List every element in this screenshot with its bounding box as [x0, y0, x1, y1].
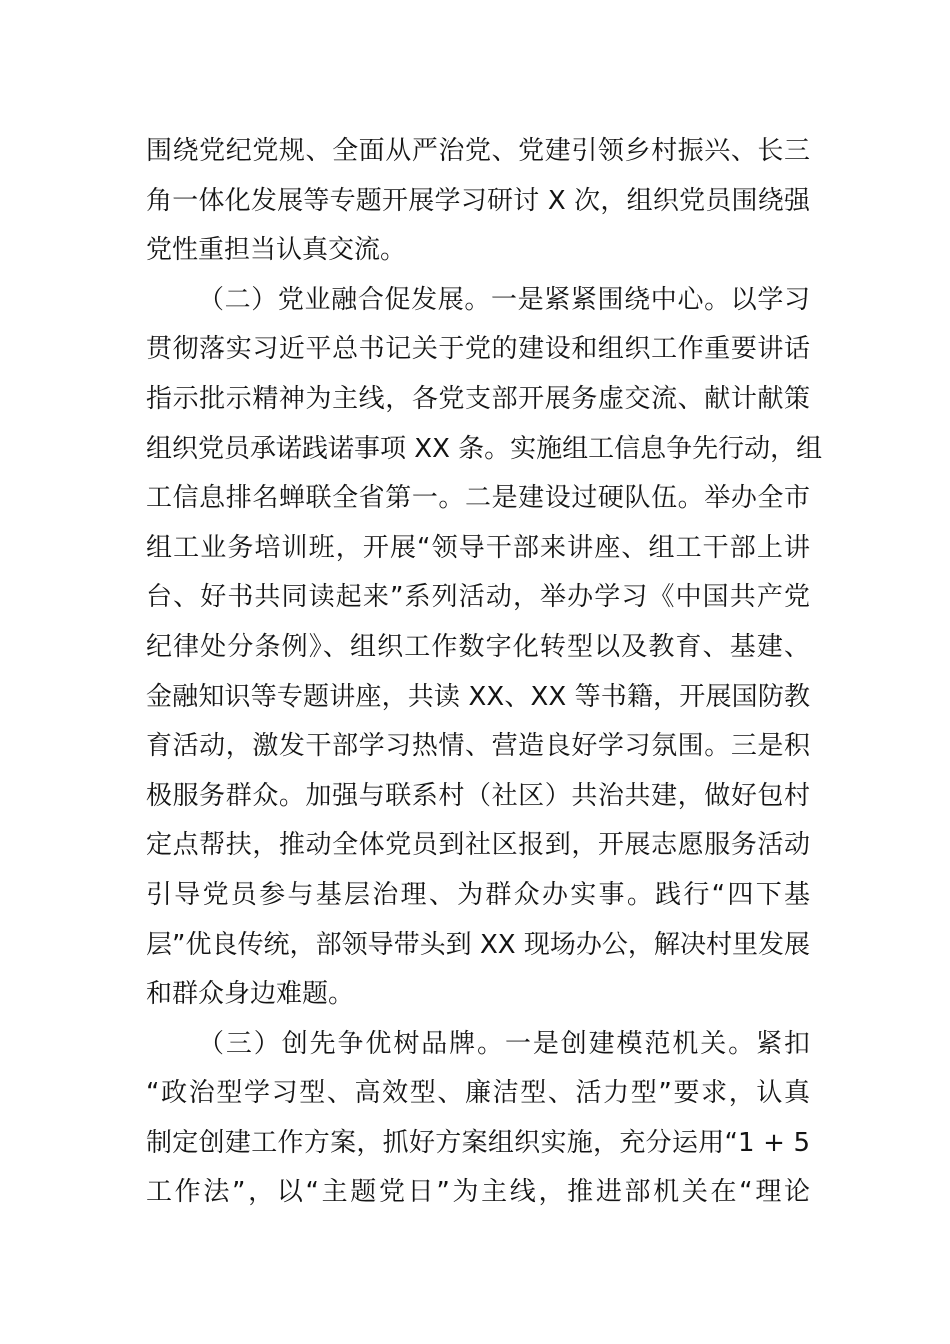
text-line: （三）创先争优树品牌。一是创建模范机关。紧扣 [198, 1028, 810, 1059]
text-line: 极服务群众。加强与联系村（社区）共治共建，做好包村 [146, 780, 810, 811]
text-line: 工信息排名蝉联全省第一。二是建设过硬队伍。举办全市 [146, 483, 810, 514]
text-line: 组织党员承诺践诺事项 XX 条。实施组工信息争先行动，组 [146, 433, 823, 464]
text-line: 制定创建工作方案，抓好方案组织实施，充分运用“1 + 5 [146, 1127, 810, 1158]
text-line: 组工业务培训班，开展“领导干部来讲座、组工干部上讲 [146, 532, 810, 563]
text-line: 工作法”，以“主题党日”为主线，推进部机关在“理论 [146, 1177, 810, 1208]
text-line: 引导党员参与基层治理、为群众办实事。践行“四下基 [146, 879, 810, 910]
text-line: （二）党业融合促发展。一是紧紧围绕中心。以学习 [198, 284, 810, 315]
text-line: 围绕党纪党规、全面从严治党、党建引领乡村振兴、长三 [146, 136, 810, 166]
text-line: 育活动，激发干部学习热情、营造良好学习氛围。三是积 [146, 731, 810, 762]
text-line: 层”优良传统，部领导带头到 XX 现场办公，解决村里发展 [146, 929, 810, 960]
text-line: 指示批示精神为主线，各党支部开展务虚交流、献计献策 [146, 383, 810, 414]
text-line: 党性重担当认真交流。 [146, 235, 407, 266]
text-line: 纪律处分条例》、组织工作数字化转型以及教育、基建、 [146, 631, 810, 662]
text-line: 台、好书共同读起来”系列活动，举办学习《中国共产党 [146, 582, 810, 613]
body-text [146, 127, 823, 1218]
text-line: 金融知识等专题讲座，共读 XX、XX 等书籍，开展国防教 [146, 681, 810, 712]
text-line: 角一体化发展等专题开展学习研讨 X 次，组织党员围绕强 [146, 185, 810, 216]
text-line: 贯彻落实习近平总书记关于党的建设和组织工作重要讲话 [146, 334, 810, 365]
text-line: 和群众身边难题。 [146, 979, 355, 1010]
text-line: 定点帮扶，推动全体党员到社区报到，开展志愿服务活动 [146, 830, 810, 861]
text-line: “政治型学习型、高效型、廉洁型、活力型”要求，认真 [146, 1078, 810, 1109]
